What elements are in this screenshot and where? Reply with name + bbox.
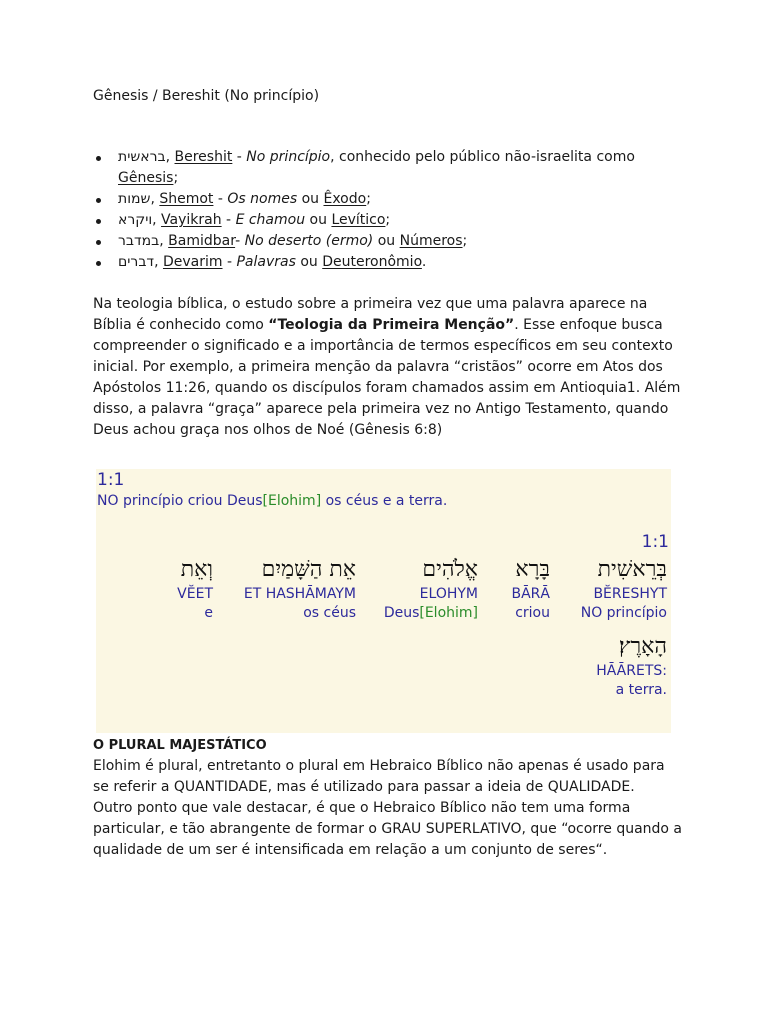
interlinear-word [596, 632, 667, 700]
punct: ; [173, 170, 179, 186]
meaning: No deserto (ermo) [244, 233, 374, 249]
paragraph-text: Na teologia bíblica, o estudo sobre a primeira vez que uma palavra aparece na Bíblia é conhecido como [93, 296, 648, 333]
book-link[interactable]: Números [399, 233, 463, 249]
hebrew-word: וְאֵת [180, 557, 213, 582]
hebrew-name: ויקרא [118, 212, 153, 228]
gloss-text: a terra. [615, 682, 667, 698]
list-item: שמות, Shemot - Os nomes ou Êxodo; [93, 189, 683, 210]
gloss-text: Deus [383, 605, 420, 621]
transliteration: ELOHYM [419, 586, 478, 602]
list-item: ויקרא, Vayikrah - E chamou ou Levítico; [93, 210, 683, 231]
hebrew-word: בְּרֵאשִׁית [597, 557, 667, 582]
gloss-text: e [204, 605, 213, 621]
separator: - [235, 233, 245, 249]
gloss [384, 604, 478, 623]
hebrew-word: בָּרָא [515, 557, 550, 582]
page-title: Gênesis / Bereshit (No princípio) [93, 88, 320, 104]
hebrew-name: שמות [118, 191, 151, 207]
list-text: ou [373, 233, 400, 249]
meaning: E chamou [235, 212, 306, 228]
gloss-green: [Elohim] [419, 605, 478, 621]
section-paragraph: Outro ponto que vale destacar, é que o Hebraico Bíblico não tem uma forma particular, e tão abrangente de formar o GRAU SUPERLATIVO, que “ocorre quando a qualidade de um ser é intensificada em relação a um conjunto de seres“. [93, 800, 683, 858]
plural-section [93, 736, 683, 861]
list-item: במדבר, Bamidbar- No deserto (ermo) ou Números; [93, 231, 683, 252]
gloss [581, 604, 667, 623]
paragraph-text: . Esse enfoque busca compreender o significado e a importância de termos específicos em seu contexto inicial. Por exemplo, a primeira menção da palavra “cristãos” ocorre em Atos dos Apóstolos 11:26, quando os discípulos foram chamados assim em Antioquia1. Além disso, a palavra “graça” aparece pela primeira vez no Antigo Testamento, quando Deus achou graça nos olhos de Noé (Gênesis 6:8) [93, 317, 681, 438]
translit-link[interactable]: Vayikrah [161, 212, 222, 228]
gloss [177, 604, 213, 623]
book-link[interactable]: Levítico [331, 212, 386, 228]
transliteration: BĔRESHYT [593, 586, 667, 602]
list-text: ou [295, 254, 323, 270]
section-paragraph: Elohim é plural, entretanto o plural em Hebraico Bíblico não apenas é usado para se referir a QUANTIDADE, mas é utilizado para passar a ideia de QUALIDADE. [93, 758, 665, 795]
meaning: Palavras [236, 254, 296, 270]
book-link[interactable]: Gênesis [118, 170, 174, 186]
gloss-text: os céus [303, 605, 356, 621]
separator: - [213, 191, 228, 207]
list-item: בראשית, Bereshit - No princípio, conhecido pelo público não-israelita como Gênesis; [93, 147, 683, 189]
verse-ref-right: 1:1 [641, 532, 669, 552]
interlinear-word [177, 555, 213, 623]
hebrew-word: הָאָרֶץ׃ [618, 634, 667, 659]
gloss [512, 604, 551, 623]
book-link[interactable]: Êxodo [323, 191, 367, 207]
gloss [244, 604, 356, 623]
verse-green: [Elohim] [262, 493, 322, 509]
verse-text: NO princípio criou Deus [97, 493, 263, 509]
interlinear-word [512, 555, 551, 623]
paragraph-bold: “Teologia da Primeira Menção” [268, 317, 515, 333]
hebrew-name: במדבר [118, 233, 160, 249]
document-body [93, 86, 683, 441]
transliteration: HĀĀRETS: [596, 663, 667, 679]
hebrew-word: אֵת הַשָּׁמַיִם [261, 557, 356, 582]
list-text: , conhecido pelo público não-israelita como [330, 149, 635, 165]
hebrew-name: בראשית [118, 149, 166, 165]
transliteration: ET HASHĀMAYM [243, 586, 356, 602]
verse-text: os céus e a terra. [321, 493, 448, 509]
books-list [93, 147, 683, 273]
verse-translation [97, 491, 447, 512]
interlinear-word [244, 555, 356, 623]
punct: ; [462, 233, 468, 249]
punct: . [421, 254, 427, 270]
translit-link[interactable]: Bamidbar [168, 233, 236, 249]
separator: - [232, 149, 247, 165]
hebrew-word: אֱלֹהִים [422, 557, 478, 582]
intro-paragraph [93, 294, 683, 441]
gloss-text: NO princípio [580, 605, 667, 621]
book-link[interactable]: Deuteronômio [322, 254, 422, 270]
punct: ; [385, 212, 391, 228]
verse-ref: 1:1 [97, 470, 125, 490]
list-item: דברים, Devarim - Palavras ou Deuteronômio. [93, 252, 683, 273]
translit-link[interactable]: Shemot [159, 191, 214, 207]
separator: - [222, 254, 237, 270]
transliteration: VĔET [177, 586, 213, 602]
gloss-text: criou [515, 605, 550, 621]
verse-image [96, 469, 671, 733]
list-text: ou [305, 212, 332, 228]
transliteration: BĀRĀ [511, 586, 550, 602]
interlinear-word [384, 555, 478, 623]
gloss [596, 681, 667, 700]
interlinear-word [581, 555, 667, 623]
section-heading: O PLURAL MAJESTÁTICO [93, 738, 267, 753]
list-text: ou [297, 191, 324, 207]
translit-link[interactable]: Devarim [162, 254, 223, 270]
meaning: Os nomes [227, 191, 298, 207]
separator: - [221, 212, 236, 228]
meaning: No princípio [246, 149, 331, 165]
hebrew-name: דברים [118, 254, 155, 270]
punct: ; [366, 191, 371, 207]
translit-link[interactable]: Bereshit [174, 149, 233, 165]
